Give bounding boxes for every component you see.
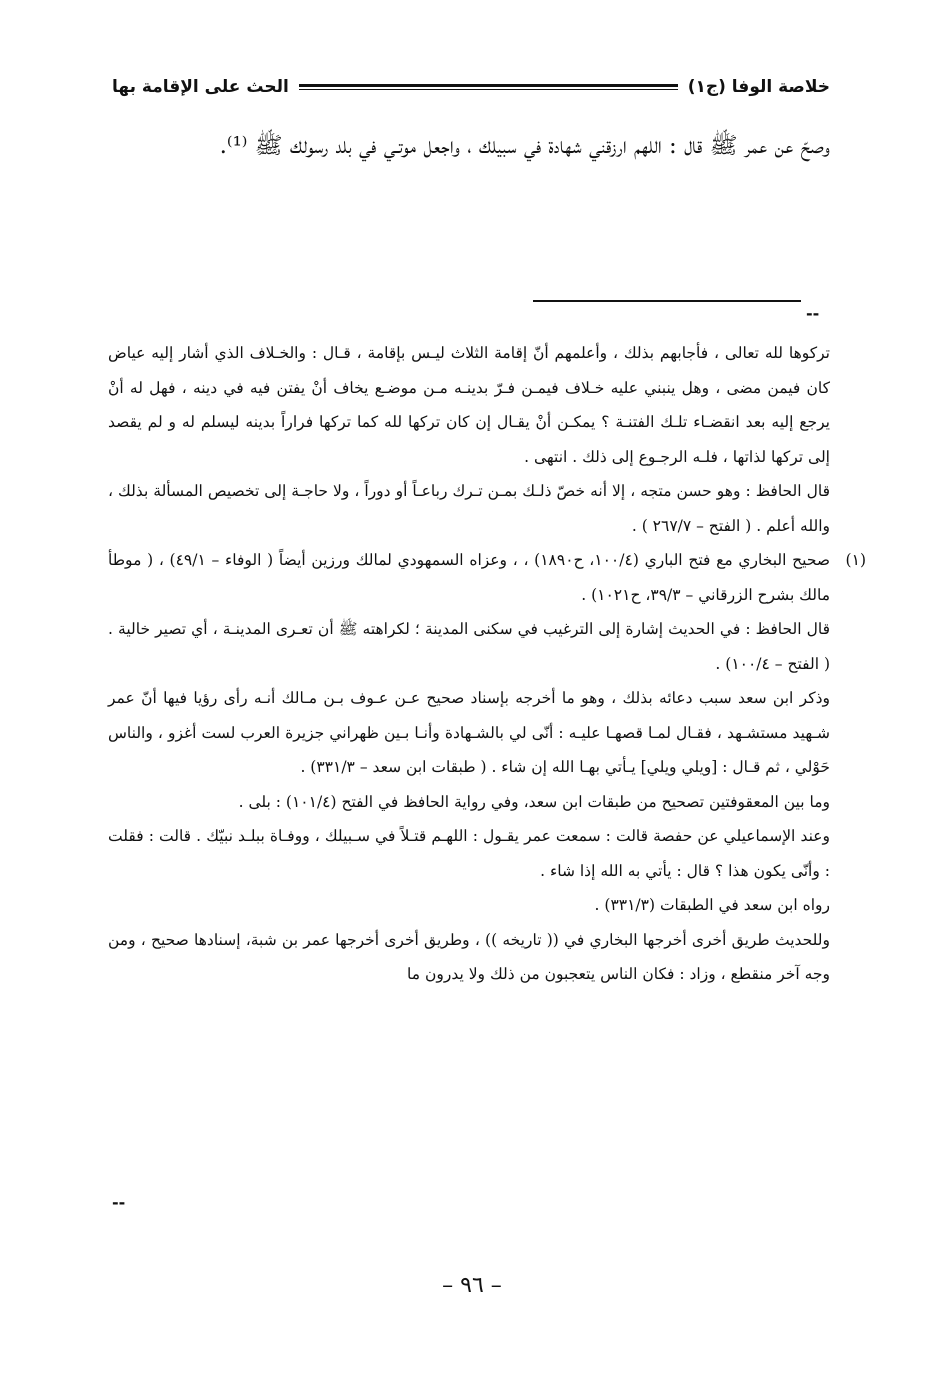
main-text [108,118,830,175]
book-title: خلاصة الوفا (ج١) [687,77,830,97]
footnote-paragraph: وذكر ابن سعد سبب دعائه بذلك ، وهو ما أخرجه بإسناد صحيح عـن عـوف بـن مـالك أنـه رأى رؤيا فيها أنّ عمر شـهيد مستشـهد ، فقـال لمـا قصهـا عليـه : أنّى لي بالشـهادة وأنـا بـين ظهراني جزيرة العرب لست أغزو ، والناس حَوْلي ، ثم قـال : [ويلي ويلي] يـأتي بهـا الله إن شاء . ( طبقات ابن سعد – ٣٣١/٣) . [108,689,830,776]
page-number: – ٩٦ – [442,1273,502,1298]
footnote-1 [108,543,866,992]
footnote-number: (١) [845,551,866,569]
footnote-continuation-mark: -- [112,1193,126,1212]
footnote-paragraph: قال الحافظ : في الحديث إشارة إلى الترغيب في سكنى المدينة ؛ لكراهته ﷺ أن تعـرى المدينـة ، أي تصير خالية . ( الفتح – ١٠٠/٤) . [108,620,830,673]
footnote-separator-mark: -- [806,304,820,323]
footnote-paragraph: وللحديث طريق أخرى أخرجها البخاري في (( تاريخه )) ، وطريق أخرى أخرجها عمر بن شبة، إسنادها صحيح ، ومن وجه آخر منقطع ، وزاد : فكان الناس يتعجبون من ذلك ولا يدرون ما [108,930,830,983]
footnote-paragraph: وعند الإسماعيلي عن حفصة قالت : سمعت عمر يقـول : اللهـم قتـلاً في سـبيلك ، ووفـاة ببلـد نبيّك . قالت : فقلت : وأنّى يكون هذا ؟ قال : يأتي به الله إذا شاء . [108,827,830,880]
section-title: الحث على الإقامة بها [112,77,289,97]
running-header [112,72,830,102]
footnote-continued-paragraph: تركوها لله تعالى ، فأجابهم بذلك ، وأعلمهم أنّ إقامة الثلاث ليـس بإقامة ، قـال : والخـلاف الذي أشار إليه عياض كان فيمن مضى ، وهل ينبني عليه خـلاف فيمـن فـرّ بدينـه مـن موضـع يخاف أنْ يفتن فيه في دينه ، فهل له أنْ يرجع إليه بعد انقضـاء تلـك الفتنـة ؟ يمكـن أنْ يقـال إن كان تركها لله كما تركها فراراً بدينه ليسلم له و لم يقصد إلى تركها لذاتها ، فلـه الرجـوع إلى ذلك . انتهى . [108,344,830,466]
footnotes [108,336,866,992]
header-rule [299,84,678,90]
footnote-paragraph: وما بين المعقوفتين تصحيح من طبقات ابن سعد، وفي رواية الحافظ في الفتح (١٠١/٤) : بلى . [238,792,830,811]
footnote-paragraph: رواه ابن سعد في الطبقات (٣٣١/٣) . [594,896,830,914]
footnote-paragraph: صحيح البخاري مع فتح الباري (١٠٠/٤، ح١٨٩٠) ، ، وعزاه السمهودي لمالك ورزين أيضاً ( الوفاء – ٤٩/١) ، ( موطأ مالك بشرح الزرقاني – ٣٩/٣، ح١٠٢١) . [108,551,831,604]
footnote-separator [533,300,801,302]
main-paragraph: وصحّ عن عمر ﷺ قال : اللهم ارزقني شهادة في سبيلك ، واجعل موتـي في بلد رسولك ﷺ ⁽¹⁾. [219,133,830,159]
footnote-continued-paragraph: قال الحافظ : وهو حسن متجه ، إلا أنه خصّ ذلـك بمـن تـرك رباعـاً أو دوراً ، ولا حاجـة إلى تخصيص المسألة بذلك ، والله أعلم . ( الفتح – ٢٦٧/٧ ) . [108,482,830,535]
